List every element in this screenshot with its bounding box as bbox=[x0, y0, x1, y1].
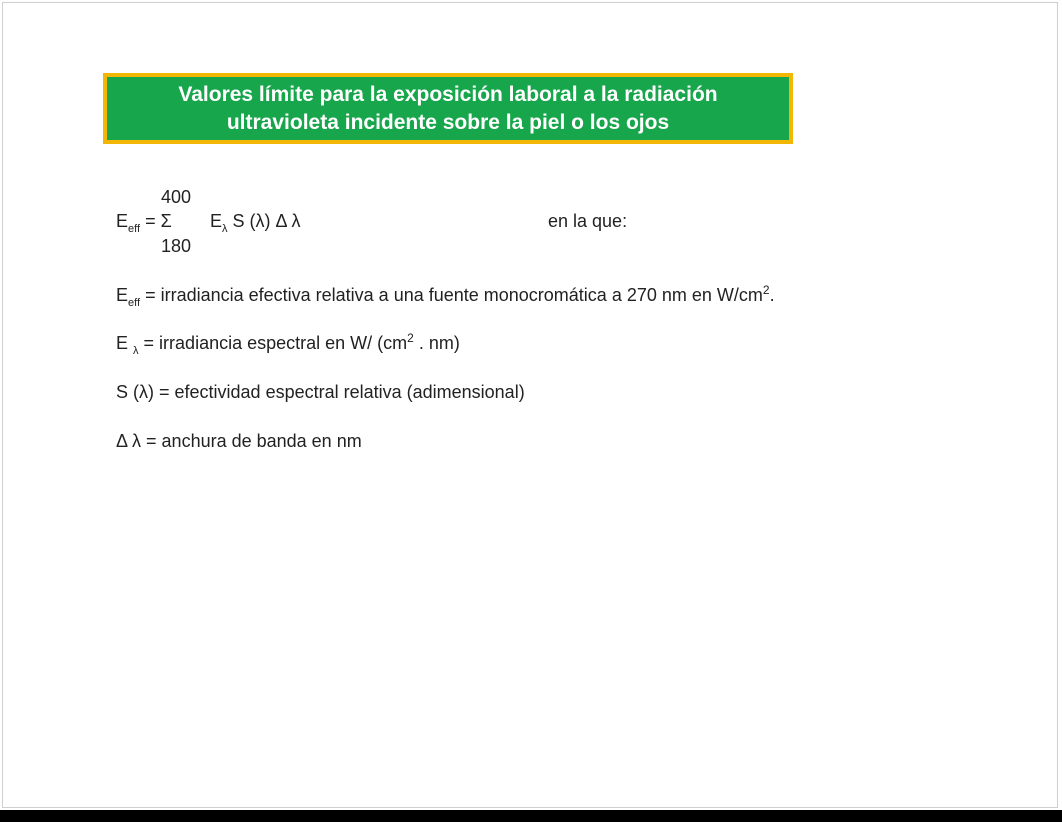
sum-upper-limit: 400 bbox=[161, 187, 192, 207]
title-line-1: Valores límite para la exposición laboral a la radiación bbox=[178, 82, 718, 106]
definition-eeff-symbol: E bbox=[116, 285, 129, 305]
formula-note: en la que: bbox=[548, 211, 628, 231]
definition-eeff-text: = irradiancia efectiva relativa a una fuente monocromática a 270 nm en W/cm bbox=[145, 285, 763, 305]
sum-lower-limit: 180 bbox=[161, 236, 192, 256]
definition-slambda: S (λ) = efectividad espectral relativa (adimensional) bbox=[116, 382, 525, 402]
formula-equals-sigma: = Σ bbox=[145, 211, 172, 231]
definition-elambda-subscript: λ bbox=[133, 345, 139, 357]
slide-title-banner bbox=[103, 73, 793, 144]
formula-lhs bbox=[116, 211, 172, 235]
definition-elambda-symbol: E bbox=[116, 333, 129, 353]
formula-term bbox=[210, 211, 301, 235]
definition-elambda-suffix: . nm) bbox=[418, 333, 460, 353]
definition-dlambda: Δ λ = anchura de banda en nm bbox=[116, 431, 362, 451]
formula-lhs-symbol: E bbox=[116, 211, 129, 231]
formula-lhs-subscript: eff bbox=[128, 223, 141, 235]
definition-eeff-superscript: 2 bbox=[762, 283, 770, 297]
definition-eeff-suffix: . bbox=[769, 285, 775, 305]
formula-term-rest: S (λ) Δ λ bbox=[232, 211, 301, 231]
bottom-bar bbox=[0, 810, 1062, 822]
formula-term-symbol: E bbox=[210, 211, 223, 231]
definition-elambda bbox=[116, 331, 460, 357]
definition-elambda-superscript: 2 bbox=[407, 331, 414, 345]
title-line-2: ultravioleta incidente sobre la piel o los ojos bbox=[226, 110, 670, 134]
definition-elambda-text: = irradiancia espectral en W/ (cm bbox=[143, 333, 408, 353]
definition-eeff bbox=[116, 283, 775, 309]
definition-eeff-subscript: eff bbox=[128, 297, 141, 309]
formula-term-subscript: λ bbox=[222, 223, 228, 235]
